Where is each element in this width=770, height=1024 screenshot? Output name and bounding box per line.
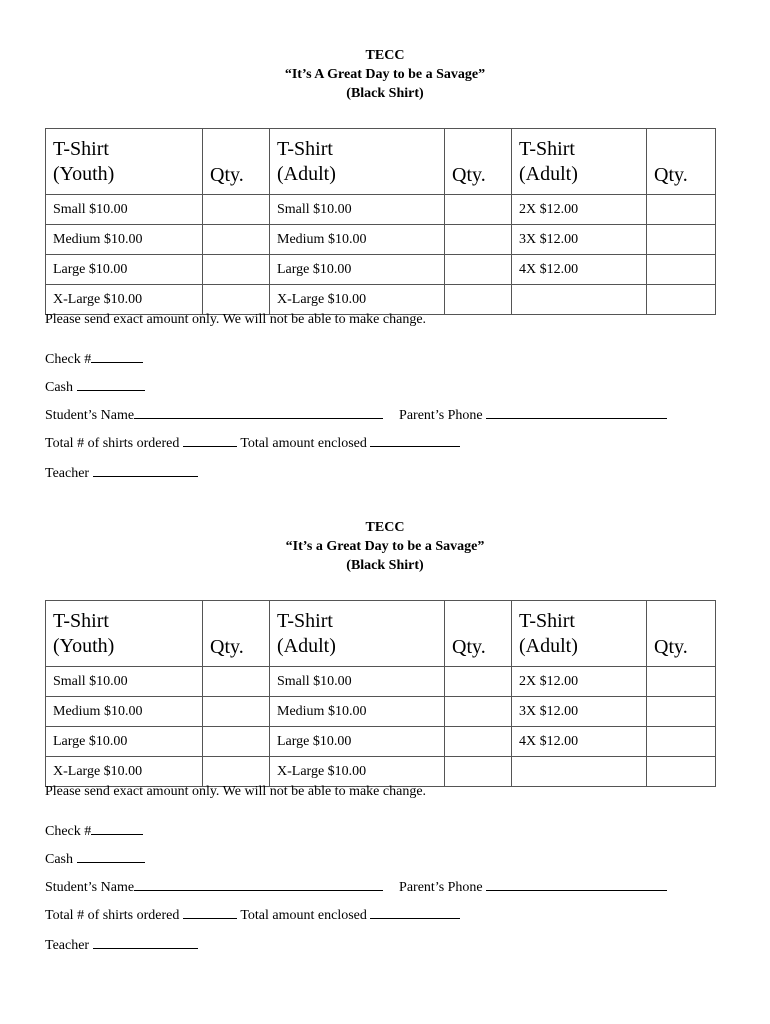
adult-xl-size-cell [512, 757, 647, 787]
cash-field[interactable] [77, 377, 145, 391]
total-shirts-field[interactable] [183, 433, 237, 447]
qty-cell[interactable] [647, 697, 716, 727]
exact-amount-notice: Please send exact amount only. We will not be able to make change. [45, 312, 427, 327]
adult-xl-size-cell: 2X $12.00 [512, 195, 647, 225]
header-adult: T-Shirt (Adult) [270, 601, 445, 667]
adult-size-cell: Medium $10.00 [270, 225, 445, 255]
check-number-field[interactable] [91, 821, 143, 835]
order-table [45, 600, 716, 787]
table-row [46, 727, 716, 757]
qty-cell[interactable] [445, 727, 512, 757]
youth-size-cell: Large $10.00 [46, 255, 203, 285]
adult-xl-size-cell: 4X $12.00 [512, 727, 647, 757]
form-header [0, 46, 770, 103]
teacher-field[interactable] [93, 935, 198, 949]
adult-size-cell: Small $10.00 [270, 195, 445, 225]
form-subtitle: (Black Shirt) [346, 86, 424, 101]
qty-cell[interactable] [647, 225, 716, 255]
form-header [0, 518, 770, 575]
qty-cell[interactable] [647, 255, 716, 285]
header-adult-extended: T-Shirt (Adult) [512, 601, 647, 667]
totals-line [45, 905, 460, 925]
qty-cell[interactable] [647, 727, 716, 757]
totals-line [45, 433, 460, 453]
parent-phone-field[interactable] [486, 405, 667, 419]
qty-cell[interactable] [203, 195, 270, 225]
teacher-line [45, 463, 198, 483]
cash-line [45, 849, 145, 869]
student-name-label: Student’s Name [45, 408, 135, 423]
total-shirts-label: Total # of shirts ordered [45, 436, 180, 451]
header-adult: T-Shirt (Adult) [270, 129, 445, 195]
header-adult-extended: T-Shirt (Adult) [512, 129, 647, 195]
qty-cell[interactable] [445, 697, 512, 727]
table-row [46, 697, 716, 727]
qty-cell[interactable] [203, 255, 270, 285]
table-row [46, 285, 716, 315]
check-label: Check # [45, 352, 92, 367]
youth-size-cell: X-Large $10.00 [46, 285, 203, 315]
adult-size-cell: Large $10.00 [270, 727, 445, 757]
header-youth: T-Shirt (Youth) [46, 601, 203, 667]
table-row [46, 195, 716, 225]
form-slogan: “It’s A Great Day to be a Savage” [284, 67, 486, 82]
table-row [46, 757, 716, 787]
adult-size-cell: X-Large $10.00 [270, 757, 445, 787]
teacher-label: Teacher [45, 938, 90, 953]
table-row [46, 667, 716, 697]
adult-xl-size-cell: 2X $12.00 [512, 667, 647, 697]
teacher-line [45, 935, 198, 955]
qty-cell[interactable] [445, 285, 512, 315]
adult-size-cell: X-Large $10.00 [270, 285, 445, 315]
form-subtitle: (Black Shirt) [346, 558, 424, 573]
youth-size-cell: X-Large $10.00 [46, 757, 203, 787]
total-amount-label: Total amount enclosed [240, 436, 367, 451]
youth-size-cell: Small $10.00 [46, 195, 203, 225]
student-name-field[interactable] [134, 877, 383, 891]
header-qty: Qty. [445, 601, 512, 667]
header-qty: Qty. [647, 129, 716, 195]
qty-cell[interactable] [647, 195, 716, 225]
table-header-row [46, 129, 716, 195]
form-title: TECC [365, 520, 405, 535]
parent-phone-label: Parent’s Phone [399, 880, 483, 895]
qty-cell[interactable] [203, 667, 270, 697]
qty-cell[interactable] [203, 757, 270, 787]
qty-cell[interactable] [445, 757, 512, 787]
adult-xl-size-cell: 3X $12.00 [512, 225, 647, 255]
qty-cell[interactable] [647, 757, 716, 787]
cash-line [45, 377, 145, 397]
cash-label: Cash [45, 852, 73, 867]
header-qty: Qty. [445, 129, 512, 195]
qty-cell[interactable] [203, 727, 270, 757]
youth-size-cell: Medium $10.00 [46, 697, 203, 727]
qty-cell[interactable] [445, 195, 512, 225]
check-number-field[interactable] [91, 349, 143, 363]
youth-size-cell: Small $10.00 [46, 667, 203, 697]
total-amount-field[interactable] [370, 905, 460, 919]
cash-label: Cash [45, 380, 73, 395]
total-shirts-label: Total # of shirts ordered [45, 908, 180, 923]
cash-field[interactable] [77, 849, 145, 863]
total-amount-label: Total amount enclosed [240, 908, 367, 923]
check-line [45, 821, 143, 841]
total-shirts-field[interactable] [183, 905, 237, 919]
order-table [45, 128, 716, 315]
adult-xl-size-cell: 3X $12.00 [512, 697, 647, 727]
youth-size-cell: Large $10.00 [46, 727, 203, 757]
qty-cell[interactable] [445, 225, 512, 255]
student-name-label: Student’s Name [45, 880, 135, 895]
table-row [46, 255, 716, 285]
adult-size-cell: Small $10.00 [270, 667, 445, 697]
parent-phone-field[interactable] [486, 877, 667, 891]
teacher-field[interactable] [93, 463, 198, 477]
qty-cell[interactable] [445, 255, 512, 285]
check-label: Check # [45, 824, 92, 839]
table-header-row [46, 601, 716, 667]
qty-cell[interactable] [203, 697, 270, 727]
adult-xl-size-cell [512, 285, 647, 315]
header-youth: T-Shirt (Youth) [46, 129, 203, 195]
qty-cell[interactable] [445, 667, 512, 697]
check-line [45, 349, 143, 369]
student-line [45, 877, 667, 897]
header-qty: Qty. [647, 601, 716, 667]
teacher-label: Teacher [45, 466, 90, 481]
qty-cell[interactable] [203, 285, 270, 315]
adult-xl-size-cell: 4X $12.00 [512, 255, 647, 285]
qty-cell[interactable] [647, 285, 716, 315]
exact-amount-notice: Please send exact amount only. We will not be able to make change. [45, 784, 427, 799]
youth-size-cell: Medium $10.00 [46, 225, 203, 255]
adult-size-cell: Medium $10.00 [270, 697, 445, 727]
qty-cell[interactable] [647, 667, 716, 697]
header-qty: Qty. [203, 129, 270, 195]
student-name-field[interactable] [134, 405, 383, 419]
student-line [45, 405, 667, 425]
parent-phone-label: Parent’s Phone [399, 408, 483, 423]
total-amount-field[interactable] [370, 433, 460, 447]
form-title: TECC [365, 48, 405, 63]
header-qty: Qty. [203, 601, 270, 667]
qty-cell[interactable] [203, 225, 270, 255]
table-row [46, 225, 716, 255]
form-slogan: “It’s a Great Day to be a Savage” [285, 539, 485, 554]
adult-size-cell: Large $10.00 [270, 255, 445, 285]
